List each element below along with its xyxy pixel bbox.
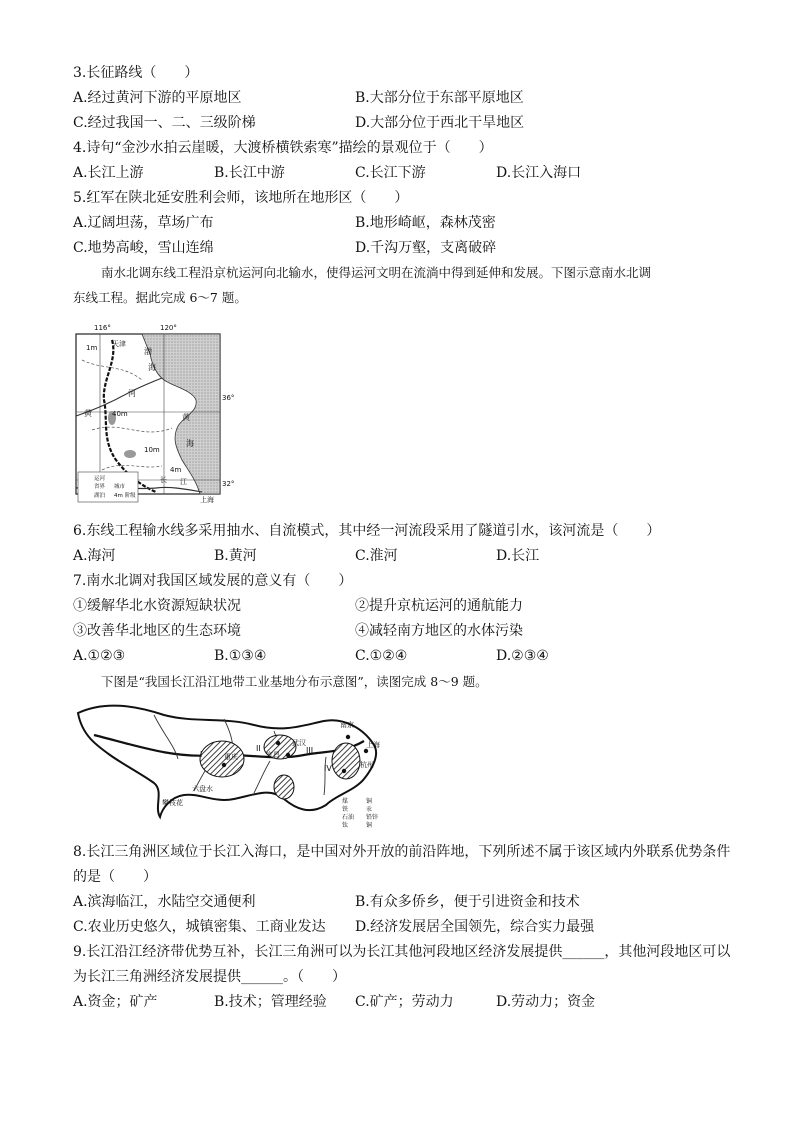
legend-lake: 湖泊 bbox=[94, 493, 106, 499]
q7-option-c: C.①②④ bbox=[355, 648, 408, 664]
legend-level: 4m 阶级 bbox=[114, 493, 136, 499]
lat-label-32: 32° bbox=[222, 480, 235, 488]
q5-option-d: D.千沟万壑，支离破碎 bbox=[355, 240, 497, 256]
q5-option-b: B.地形崎岖，森林茂密 bbox=[355, 215, 496, 231]
place-bo: 渤 bbox=[144, 347, 152, 356]
legend-oil: 石油 bbox=[342, 814, 355, 821]
legend-copper: 铜 bbox=[366, 798, 373, 805]
q8-option-d: D.经济发展居全国领先，综合实力最强 bbox=[355, 919, 595, 935]
q9-option-a: A.资金；矿产 bbox=[73, 994, 158, 1010]
region-1: I bbox=[200, 750, 203, 759]
place-chang: 长 bbox=[160, 476, 167, 484]
lon-label-120: 120° bbox=[160, 324, 177, 332]
q5-stem: 5.红军在陕北延安胜利会师，该地所在地形区（ ） bbox=[73, 190, 409, 206]
city-yichang: 宜昌 bbox=[266, 751, 280, 759]
place-jiang: 江 bbox=[180, 478, 187, 486]
elev-4m: 4m bbox=[170, 466, 182, 474]
q5-option-c: C.地势高峻，雪山连绵 bbox=[73, 240, 214, 256]
q8-option-a: A.滨海临江，水陆空交通便利 bbox=[73, 894, 256, 910]
legend-lead-zinc: 铅锌 bbox=[366, 814, 379, 821]
q6-stem: 6.东线工程输水线多采用抽水、自流模式，其中经一河流段采用了隧道引水，该河流是（ ） bbox=[73, 523, 661, 539]
q4-option-c: C.长江下游 bbox=[355, 165, 426, 181]
legend-city: 城市 bbox=[114, 484, 126, 490]
elev-40m: 40m bbox=[112, 410, 128, 418]
yangtze-industry-map bbox=[74, 695, 394, 835]
q9-stem-line2: 为长江三角洲经济发展提供______。（ ） bbox=[73, 969, 346, 985]
q6-option-a: A.海河 bbox=[73, 548, 116, 564]
region-4: IV bbox=[324, 764, 332, 773]
q3-option-c: C.经过我国一、二、三级阶梯 bbox=[73, 115, 256, 131]
q6-option-d: D.长江 bbox=[496, 548, 540, 564]
q7-option-d: D.②③④ bbox=[496, 648, 549, 664]
region-3: III bbox=[306, 746, 314, 755]
q8-option-c: C.农业历史悠久，城镇密集、工商业发达 bbox=[73, 919, 326, 935]
q9-option-b: B.技术；管理经验 bbox=[214, 994, 327, 1010]
intro-8-9: 下图是“我国长江沿江地带工业基地分布示意图”，读图完成 8～9 题。 bbox=[101, 674, 488, 689]
q5-option-a: A.辽阔坦荡，草场广布 bbox=[73, 215, 214, 231]
q4-option-a: A.长江上游 bbox=[73, 165, 144, 181]
legend-mercury: 汞 bbox=[366, 806, 373, 813]
place-he: 河 bbox=[128, 389, 136, 398]
q7-statement-1: ①缓解华北水资源短缺状况 bbox=[73, 598, 241, 614]
legend-canal: 运河 bbox=[94, 476, 106, 482]
q7-option-b: B.①③④ bbox=[214, 648, 267, 664]
q4-stem: 4.诗句“金沙水拍云崖暖，大渡桥横铁索寒”描绘的景观位于（ ） bbox=[73, 140, 493, 156]
q9-stem-line1: 9.长江沿江经济带优势互补，长江三角洲可以为长江其他河段地区经济发展提供______，其他河段地区可以 bbox=[73, 944, 731, 960]
city-nanjing: 南京 bbox=[340, 721, 354, 729]
q8-stem-line2: 的是（ ） bbox=[73, 869, 157, 885]
legend-titanium: 钛 bbox=[342, 822, 349, 829]
q3-option-b: B.大部分位于东部平原地区 bbox=[355, 90, 524, 106]
place-huang-river: 黄 bbox=[84, 409, 92, 418]
q6-option-c: C.淮河 bbox=[355, 548, 398, 564]
q9-option-c: C.矿产；劳动力 bbox=[355, 994, 454, 1010]
q7-statement-4: ④减轻南方地区的水体污染 bbox=[355, 623, 523, 639]
city-hangzhou: 杭州 bbox=[360, 761, 374, 769]
legend-iron: 铁 bbox=[342, 806, 349, 813]
east-route-map bbox=[72, 320, 242, 512]
place-hai2: 海 bbox=[186, 439, 194, 448]
place-huang-sea: 黄 bbox=[182, 413, 190, 422]
city-chongqing: 重庆 bbox=[224, 753, 238, 761]
q4-option-b: B.长江中游 bbox=[214, 165, 285, 181]
q6-option-b: B.黄河 bbox=[214, 548, 257, 564]
legend-copper-2: 铜 bbox=[366, 822, 373, 829]
lon-label-116: 116° bbox=[94, 324, 111, 332]
place-hai1: 海 bbox=[148, 363, 156, 372]
city-shanghai: 上海 bbox=[366, 741, 380, 749]
legend-boundary: 省界 bbox=[94, 484, 106, 490]
elev-1m: 1m bbox=[86, 344, 98, 352]
q7-statement-2: ②提升京杭运河的通航能力 bbox=[355, 598, 523, 614]
q8-stem-line1: 8.长江三角洲区域位于长江入海口，是中国对外开放的前沿阵地，下列所述不属于该区域内外联系优势条件 bbox=[73, 844, 731, 860]
intro-6-7-line1: 南水北调东线工程沿京杭运河向北输水，使得运河文明在流淌中得到延伸和发展。下图示意南水北调 bbox=[101, 265, 652, 280]
intro-6-7-line2: 东线工程。据此完成 6～7 题。 bbox=[73, 290, 247, 305]
q3-option-a: A.经过黄河下游的平原地区 bbox=[73, 90, 242, 106]
region-2: II bbox=[256, 744, 261, 753]
q3-option-d: D.大部分位于西北干旱地区 bbox=[355, 115, 525, 131]
place-shanghai: 上海 bbox=[200, 496, 214, 504]
q7-stem: 7.南水北调对我国区域发展的意义有（ ） bbox=[73, 573, 353, 589]
legend-coal: 煤 bbox=[342, 798, 349, 805]
q7-option-a: A.①②③ bbox=[73, 648, 126, 664]
elev-10m: 10m bbox=[144, 446, 160, 454]
city-panzhihua: 攀枝花 bbox=[162, 799, 183, 807]
q3-stem: 3.长征路线（ ） bbox=[73, 65, 199, 81]
lat-label-36: 36° bbox=[222, 394, 235, 402]
q4-option-d: D.长江入海口 bbox=[496, 165, 582, 181]
q8-option-b: B.有众多侨乡，便于引进资金和技术 bbox=[355, 894, 580, 910]
city-liupanshui: 六盘水 bbox=[192, 785, 213, 793]
q9-option-d: D.劳动力；资金 bbox=[496, 994, 596, 1010]
place-tianjin: 天津 bbox=[112, 340, 126, 348]
q7-statement-3: ③改善华北地区的生态环境 bbox=[73, 623, 241, 639]
city-wuhan: 武汉 bbox=[292, 739, 306, 747]
